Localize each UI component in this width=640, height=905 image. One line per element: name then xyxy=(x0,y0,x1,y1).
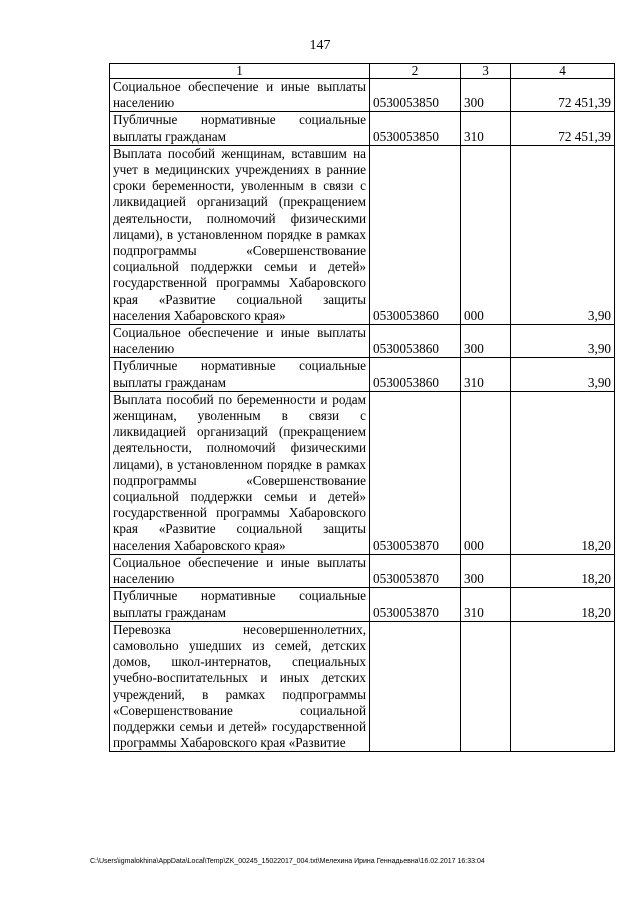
table-row xyxy=(110,588,615,621)
row-target-code: 0530053860 xyxy=(370,325,461,358)
row-amount: 18,20 xyxy=(511,588,615,621)
table-row xyxy=(110,554,615,587)
row-expense-type: 300 xyxy=(461,554,511,587)
row-description: Социальное обеспечение и иные выплаты населению xyxy=(110,79,370,112)
budget-table xyxy=(109,63,615,752)
row-amount xyxy=(511,621,615,752)
row-expense-type: 000 xyxy=(461,145,511,324)
table-row xyxy=(110,112,615,145)
header-col-1: 1 xyxy=(110,64,370,79)
row-target-code: 0530053850 xyxy=(370,112,461,145)
row-expense-type xyxy=(461,621,511,752)
row-description: Выплата пособий женщинам, вставшим на учет в медицинских учреждениях в ранние сроки беременности, уволенным в связи с ликвидацией организаций (прекращением деятельности, полномочий физическими лицами), в установленном порядке в рамках подпрограммы «Совершенствование социальной поддержки семьи и детей» государственной программы Хабаровского края «Развитие социальной защиты населения Хабаровского края» xyxy=(110,145,370,324)
row-amount: 3,90 xyxy=(511,145,615,324)
row-amount: 72 451,39 xyxy=(511,112,615,145)
row-expense-type: 000 xyxy=(461,391,511,554)
table-row xyxy=(110,358,615,391)
row-expense-type: 310 xyxy=(461,112,511,145)
row-description: Социальное обеспечение и иные выплаты населению xyxy=(110,325,370,358)
table-row xyxy=(110,145,615,324)
row-target-code: 0530053870 xyxy=(370,588,461,621)
page-number: 147 xyxy=(309,38,331,53)
row-expense-type: 300 xyxy=(461,325,511,358)
row-amount: 3,90 xyxy=(511,358,615,391)
row-description: Публичные нормативные социальные выплаты гражданам xyxy=(110,588,370,621)
table-header-row xyxy=(110,64,615,79)
row-target-code: 0530053870 xyxy=(370,554,461,587)
header-col-2: 2 xyxy=(370,64,461,79)
row-expense-type: 310 xyxy=(461,588,511,621)
row-description: Публичные нормативные социальные выплаты гражданам xyxy=(110,112,370,145)
row-amount: 72 451,39 xyxy=(511,79,615,112)
row-target-code: 0530053860 xyxy=(370,358,461,391)
header-col-4: 4 xyxy=(511,64,615,79)
table-row xyxy=(110,325,615,358)
row-amount: 3,90 xyxy=(511,325,615,358)
table-row xyxy=(110,391,615,554)
header-col-3: 3 xyxy=(461,64,511,79)
table-row xyxy=(110,79,615,112)
row-description: Социальное обеспечение и иные выплаты населению xyxy=(110,554,370,587)
row-expense-type: 300 xyxy=(461,79,511,112)
row-target-code: 0530053850 xyxy=(370,79,461,112)
row-target-code xyxy=(370,621,461,752)
row-amount: 18,20 xyxy=(511,391,615,554)
row-description: Публичные нормативные социальные выплаты гражданам xyxy=(110,358,370,391)
row-expense-type: 310 xyxy=(461,358,511,391)
row-amount: 18,20 xyxy=(511,554,615,587)
footer-file-path: C:\Users\igmalokhina\AppData\Local\Temp\ZK_00245_15022017_004.txt\Мелехина Ирина Геннадьевна\16.02.2017 16:33:04 xyxy=(90,858,485,865)
table-row xyxy=(110,621,615,752)
row-target-code: 0530053860 xyxy=(370,145,461,324)
row-target-code: 0530053870 xyxy=(370,391,461,554)
row-description: Перевозка несовершеннолетних, самовольно ушедших из семей, детских домов, школ-интернатов, специальных учебно-воспитательных и иных детских учреждений, в рамках подпрограммы «Совершенствование социальной поддержки семьи и детей» государственной программы Хабаровского края «Развитие xyxy=(110,621,370,752)
row-description: Выплата пособий по беременности и родам женщинам, уволенным в связи с ликвидацией организаций (прекращением деятельности, полномочий физическими лицами), в установленном порядке в рамках подпрограммы «Совершенствование социальной поддержки семьи и детей» государственной программы Хабаровского края «Развитие социальной защиты населения Хабаровского края» xyxy=(110,391,370,554)
